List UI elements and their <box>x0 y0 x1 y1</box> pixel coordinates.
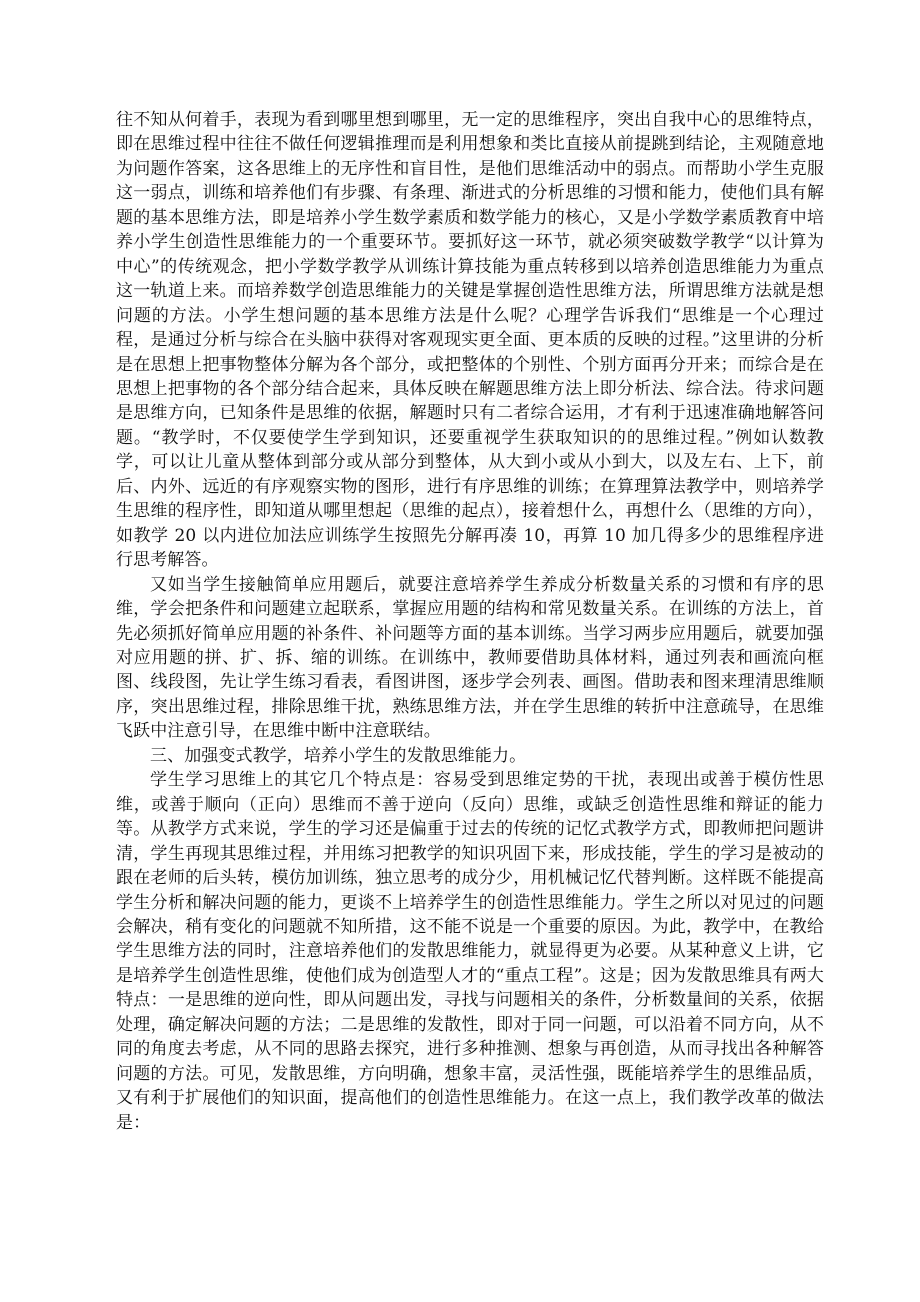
document-body <box>116 108 824 1135</box>
paragraph-divergent-thinking: 学生学习思维上的其它几个特点是：容易受到思维定势的干扰，表现出或善于模仿性思维，或善于顺向（正向）思维而不善于逆向（反向）思维，或缺乏创造性思维和辩证的能力等。从教学方式来说，学生的学习还是偏重于过去的传统的记忆式教学方式，即教师把问题讲清，学生再现其思维过程，并用练习把教学的知识巩固下来，形成技能，学生的学习是被动的跟在老师的后头转，模仿加训练，独立思考的成分少，用机械记忆代替判断。这样既不能提高学生分析和解决问题的能力，更谈不上培养学生的创造性思维能力。学生之所以对见过的问题会解决，稍有变化的问题就不知所措，这不能不说是一个重要的原因。为此，教学中，在教给学生思维方法的同时，注意培养他们的发散思维能力，就显得更为必要。从某种意义上讲，它是培养学生创造性思维，使他们成为创造型人才的“重点工程”。这是；因为发散思维具有两大特点：一是思维的逆向性，即从问题出发，寻找与问题相关的条件，分析数量间的关系，依据处理，确定解决问题的方法；二是思维的发散性，即对于同一问题，可以沿着不同方向，从不同的角度去考虑，从不同的思路去探究，进行多种推测、想象与再创造，从而寻找出各种解答问题的方法。可见，发散思维，方向明确，想象丰富，灵活性强，既能培养学生的思维品质，又有利于扩展他们的知识面，提高他们的创造性思维能力。在这一点上，我们教学改革的做法是： <box>116 770 824 1133</box>
paragraph-continued: 往不知从何着手，表现为看到哪里想到哪里，无一定的思维程序，突出自我中心的思维特点，即在思维过程中往往不做任何逻辑推理而是利用想象和类比直接从前提跳到结论，主观随意地为问题作答案，这各思维上的无序性和盲目性，是他们思维活动中的弱点。而帮助小学生克服这一弱点，训练和培养他们有步骤、有条理、渐进式的分析思维的习惯和能力，使他们具有解题的基本思维方法，即是培养小学生数学素质和数学能力的核心，又是小学数学素质教育中培养小学生创造性思维能力的一个重要环节。要抓好这一环节，就必须突破数学教学“以计算为中心”的传统观念，把小学数学教学从训练计算技能为重点转移到以培养创造思维能力为重点这一轨道上来。而培养数学创造思维能力的关键是掌握创造性思维方法，所谓思维方法就是想问题的方法。小学生想问题的基本思维方法是什么呢？心理学告诉我们“思维是一个心理过程，是通过分析与综合在头脑中获得对客观现实更全面、更本质的反映的过程。”这里讲的分析是在思想上把事物整体分解为各个部分，或把整体的个别性、个别方面再分开来；而综合是在思想上把事物的各个部分结合起来，具体反映在解题思维方法上即分析法、综合法。待求问题是思维方向，已知条件是思维的依据，解题时只有二者综合运用，才有利于迅速准确地解答问题。“教学时，不仅要使学生学到知识，还要重视学生获取知识的的思维过程。”例如认数教学，可以让儿童从整体到部分或从部分到整体，从大到小或从小到大，以及左右、上下，前后、内外、远近的有序观察实物的图形，进行有序思维的训练；在算理算法教学中，则培养学生思维的程序性，即知道从哪里想起（思维的起点），接着想什么，再想什么（思维的方向），如教学 20 以内进位加法应训练学生按照先分解再凑 10，再算 10 加几得多少的思维程序进行思考解答。 <box>116 110 824 571</box>
section-heading-three: 三、加强变式教学，培养小学生的发散思维能力。 <box>150 745 527 766</box>
paragraph-applied-problems: 又如当学生接触简单应用题后，就要注意培养学生养成分析数量关系的习惯和有序的思维，学会把条件和问题建立起联系，掌握应用题的结构和常见数量关系。在训练的方法上，首先必须抓好简单应用题的补条件、补问题等方面的基本训练。当学习两步应用题后，就要加强对应用题的拼、扩、拆、缩的训练。在训练中，教师要借助具体材料，通过列表和画流向框图、线段图，先让学生练习看表，看图讲图，逐步学会列表、画图。借助表和图来理清思维顺序，突出思维过程，排除思维干扰，熟练思维方法，并在学生思维的转折中注意疏导，在思维飞跃中注意引导，在思维中断中注意联结。 <box>116 574 824 742</box>
